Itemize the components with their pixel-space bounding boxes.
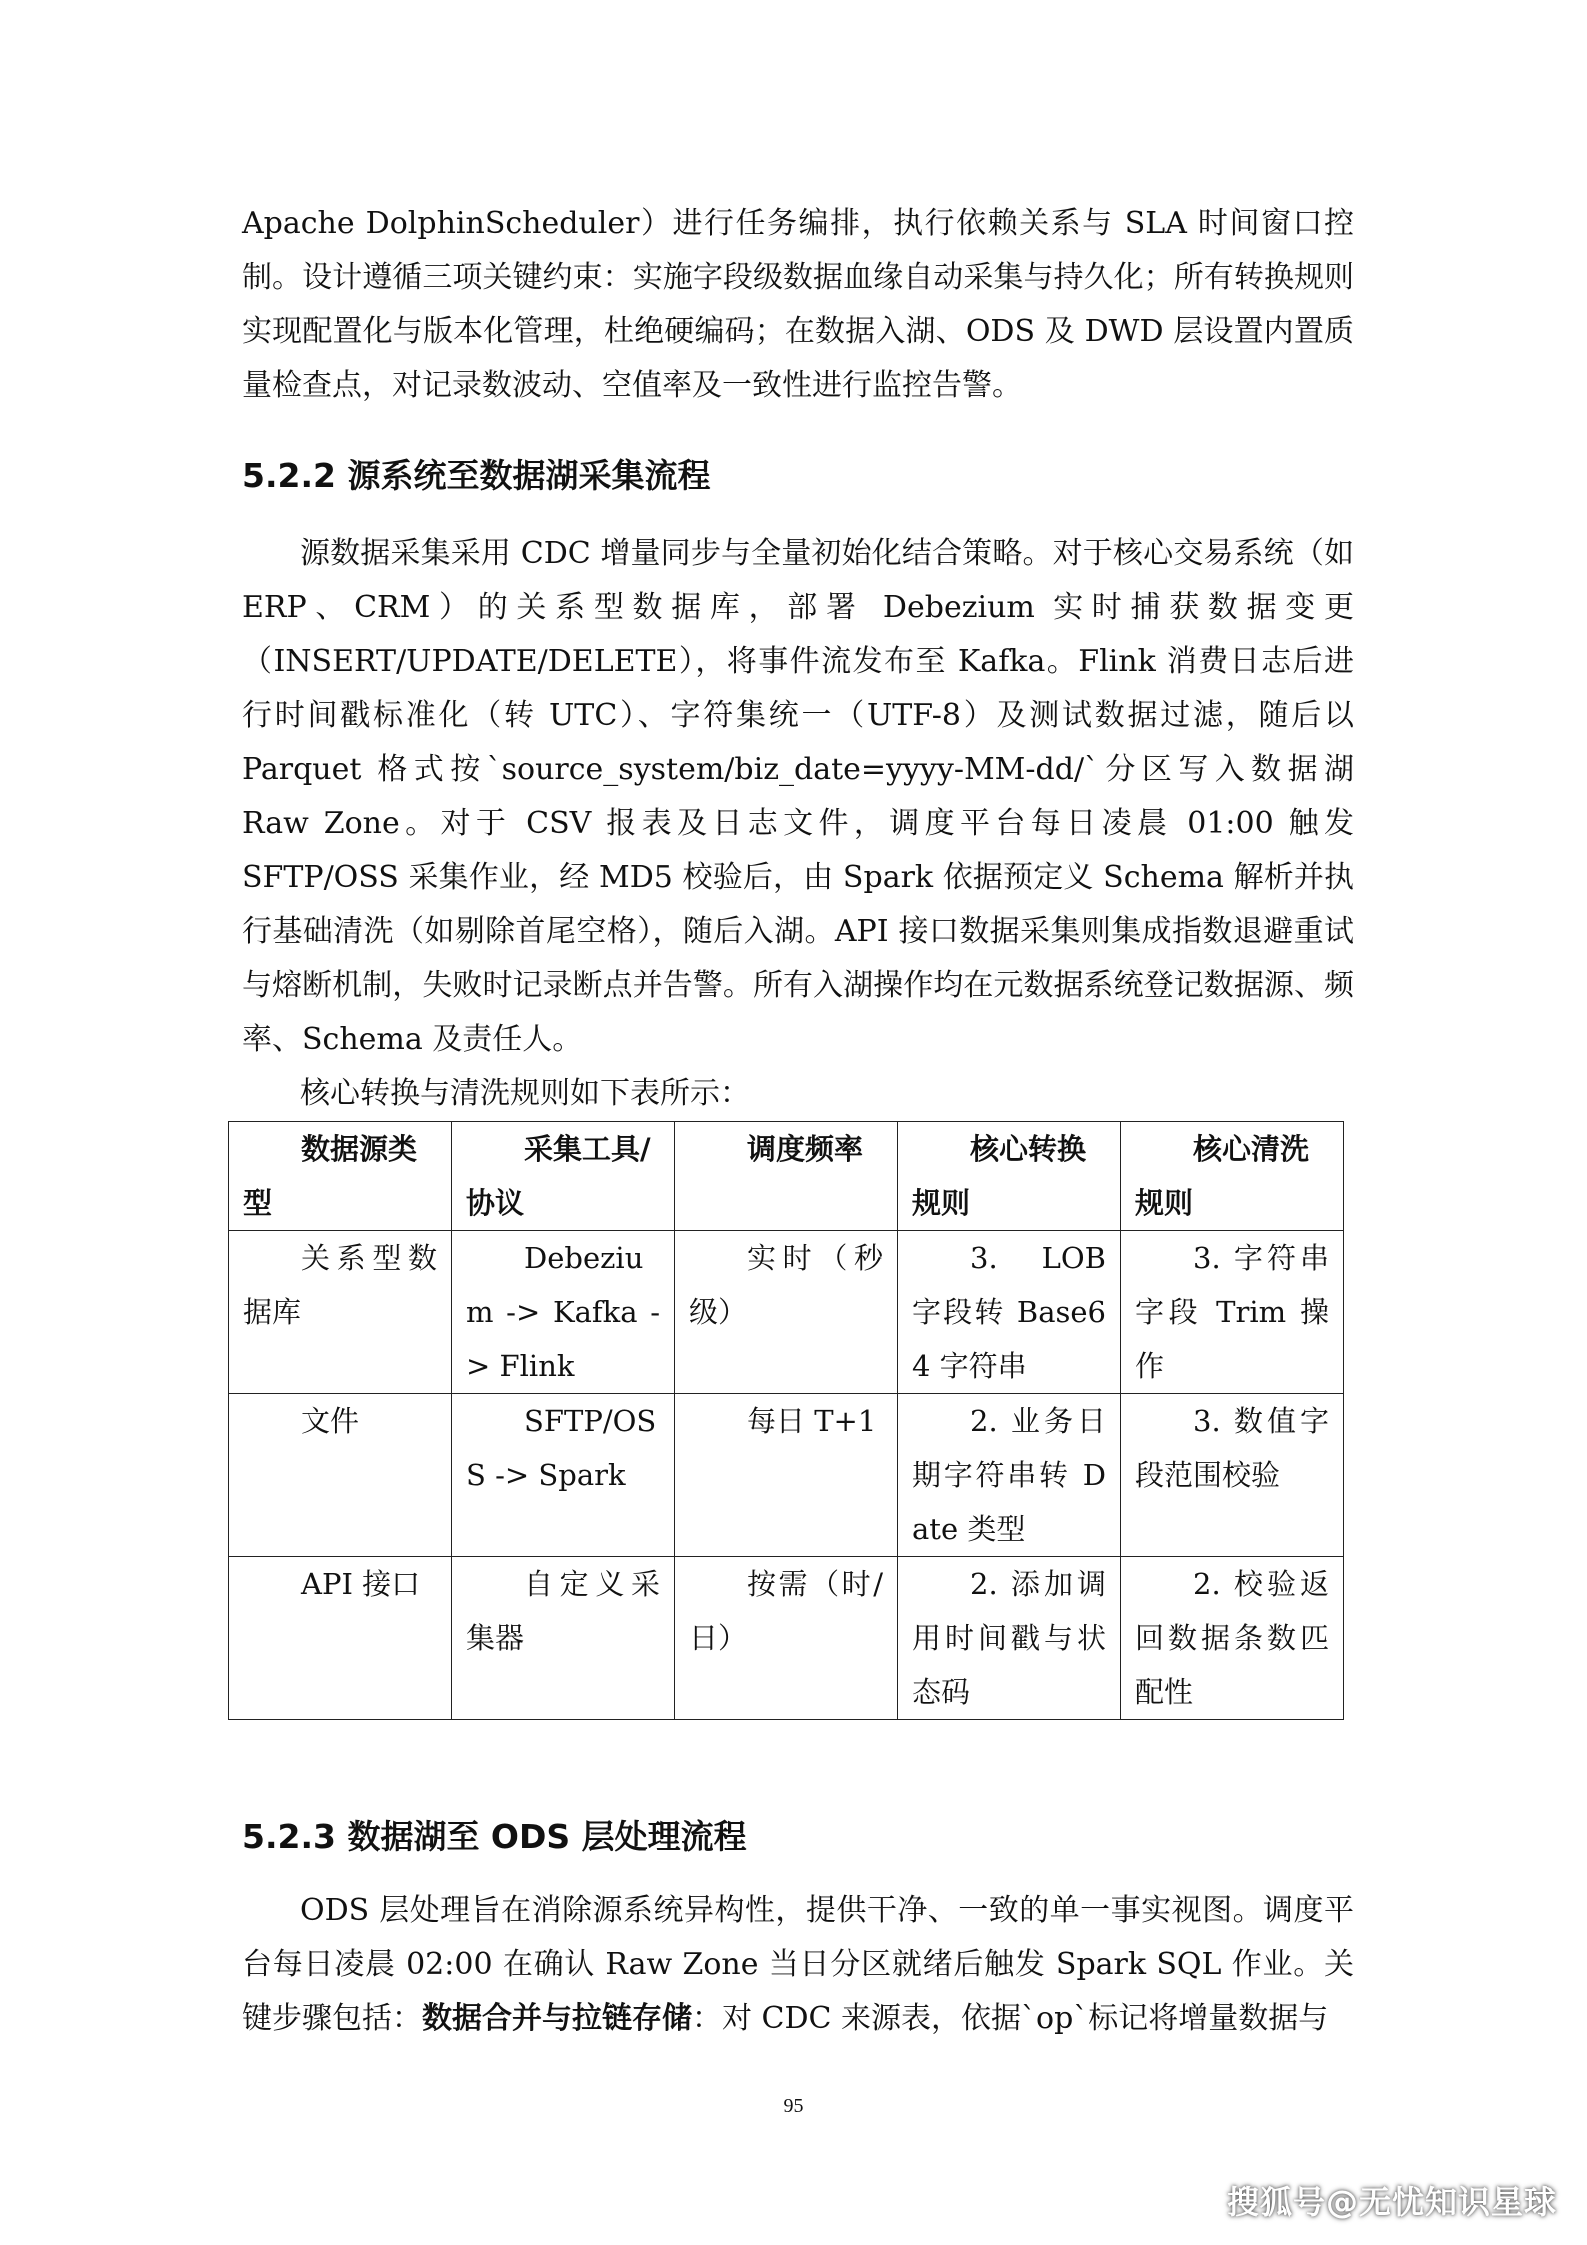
header-collect-tool: 采集工具/协议 [452, 1122, 675, 1231]
table-row [229, 1557, 1344, 1720]
section-522-title: 5.2.2 源系统至数据湖采集流程 [242, 456, 711, 495]
table-cell: SFTP/OSS -> Spark [452, 1394, 675, 1557]
table-intro: 核心转换与清洗规则如下表所示： [300, 1076, 750, 1111]
table-cell: 3. 字符串字段 Trim 操作 [1121, 1231, 1344, 1394]
table-cell: 按需（时/日） [675, 1557, 898, 1720]
rules-table [228, 1121, 1344, 1720]
table-cell: Debezium -> Kafka -> Flink [452, 1231, 675, 1394]
section-522-paragraph: 源数据采集采用 CDC 增量同步与全量初始化结合策略。对于核心交易系统（如 ERP、CRM）的关系型数据库，部署 Debezium 实时捕获数据变更（INSERT/UPDATE/DELETE），将事件流发布至 Kafka。Flink 消费日志后进行时间戳标准化（转 UTC）、字符集统一（UTF-8）及测试数据过滤，随后以 Parquet 格式按`source_system/biz_date=yyyy-MM-dd/`分区写入数据湖 Raw Zone。对于 CSV 报表及日志文件，调度平台每日凌晨 01:00 触发 SFTP/OSS 采集作业，经 MD5 校验后，由 Spark 依据预定义 Schema 解析并执行基础清洗（如剔除首尾空格），随后入湖。API 接口数据采集则集成指数退避重试与熔断机制，失败时记录断点并告警。所有入湖操作均在元数据系统登记数据源、频率、Schema 及责任人。 [242, 536, 1354, 1057]
table-cell: 关系型数据库 [229, 1231, 452, 1394]
section-523-paragraph [242, 1884, 1354, 2046]
header-schedule: 调度频率 [675, 1122, 898, 1231]
section-523-text-start: ODS 层处理旨在消除源系统异构性，提供干净、一致的单一事实视图。调度平台每日凌晨 02:00 在确认 Raw Zone 当日分区就绪后触发 Spark SQL 作业。关键步骤包括： [242, 1893, 1354, 2036]
table-cell: 2. 添加调用时间戳与状态码 [898, 1557, 1121, 1720]
table-cell: API 接口 [229, 1557, 452, 1720]
section-523-text-end: ：对 CDC 来源表，依据`op`标记将增量数据与 [692, 2001, 1329, 2036]
section-523-bold-term: 数据合并与拉链存储 [422, 2001, 692, 2036]
table-row [229, 1231, 1344, 1394]
watermark: 搜狐号@无忧知识星球 [1226, 2183, 1557, 2221]
section-523-title: 5.2.3 数据湖至 ODS 层处理流程 [242, 1817, 747, 1856]
table-cell: 3. 数值字段范围校验 [1121, 1394, 1344, 1557]
header-cleaning-rule: 核心清洗规则 [1121, 1122, 1344, 1231]
table-cell: 每日 T+1 [675, 1394, 898, 1557]
page-content [242, 197, 1354, 2046]
table-cell: 3. LOB 字段转 Base64 字符串 [898, 1231, 1121, 1394]
page-number: 95 [783, 2095, 804, 2117]
header-source-type: 数据源类型 [229, 1122, 452, 1231]
intro-paragraph: Apache DolphinScheduler）进行任务编排，执行依赖关系与 SLA 时间窗口控制。设计遵循三项关键约束：实施字段级数据血缘自动采集与持久化；所有转换规则实现配置化与版本化管理，杜绝硬编码；在数据入湖、ODS 及 DWD 层设置内置质量检查点，对记录数波动、空值率及一致性进行监控告警。 [242, 206, 1354, 403]
table-cell: 文件 [229, 1394, 452, 1557]
table-cell: 实时（秒级） [675, 1231, 898, 1394]
table-header-row [229, 1122, 1344, 1231]
table-cell: 2. 校验返回数据条数匹配性 [1121, 1557, 1344, 1720]
table-cell: 2. 业务日期字符串转 Date 类型 [898, 1394, 1121, 1557]
table-cell: 自定义采集器 [452, 1557, 675, 1720]
header-transform-rule: 核心转换规则 [898, 1122, 1121, 1231]
table-row [229, 1394, 1344, 1557]
